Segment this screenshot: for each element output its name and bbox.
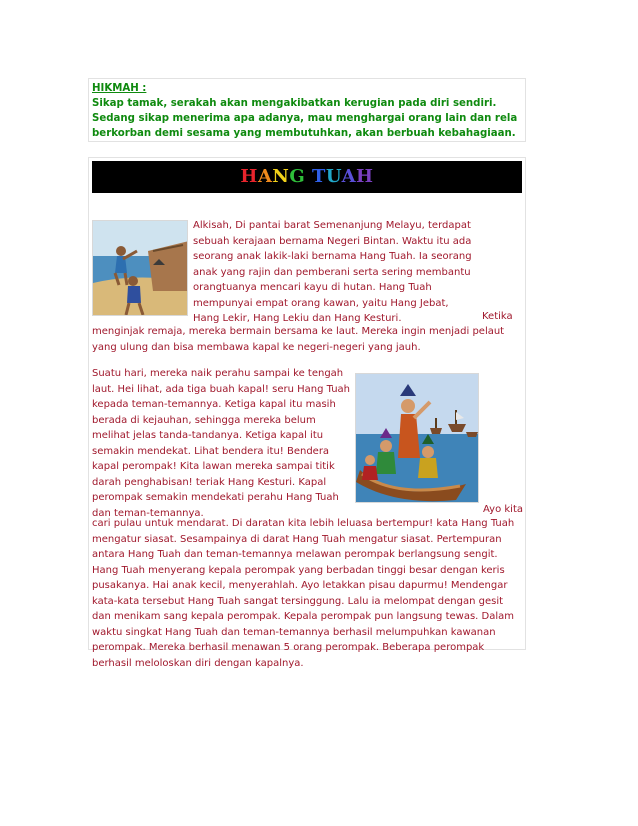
illustration-beach	[92, 220, 188, 316]
story-title-letter: A	[341, 166, 357, 187]
paragraph-2: Suatu hari, mereka naik perahu sampai ke tengah laut. Hei lihat, ada tiga buah kapal! seru Hang Tuah kepada teman-temannya. Ketiga kapal itu masih berada di kejauhan, sehingga mereka belum melihat jelas tanda-tandanya. Ketiga kapal itu semakin mendekat. Lihat bendera itu! Bendera kapal perompak! Kita lawan mereka sampai titik darah penghabisan! teriak Hang Kesturi. Kapal perompak semakin mendekati perahu Hang Tuah dan teman-temannya.	[92, 368, 350, 519]
illustration-boat-image	[356, 374, 479, 503]
story-title	[240, 166, 373, 187]
story-title-letter: H	[356, 166, 374, 187]
story-title-letter: G	[289, 166, 306, 187]
hikmah-text: Sikap tamak, serakah akan mengakibatkan kerugian pada diri sendiri. Sedang sikap menerima apa adanya, mau menghargai orang lain dan rela berkorban demi sesama yang membutuhkan, akan berbuah kebahagiaan.	[92, 98, 518, 139]
story-title-letter: A	[257, 166, 273, 187]
hikmah-title: HIKMAH :	[92, 83, 147, 94]
paragraph-2-continuation-word: Ayo kita	[483, 504, 523, 515]
story-title-letter: U	[325, 166, 342, 187]
story-section	[88, 157, 526, 669]
story-title-letter	[305, 166, 312, 187]
paragraph-2-continuation: cari pulau untuk mendarat. Di daratan kita lebih leluasa bertempur! kata Hang Tuah mengatur siasat. Sesampainya di darat Hang Tuah mengatur siasat. Pertempuran antara Hang Tuah dan teman-temannya melawan perompak berlangsung sengit. Hang Tuah menyerang kepala perompak yang berbadan tinggi besar dengan keris pusakanya. Hai anak kecil, menyerahlah. Ayo letakkan pisau dapurmu! Mendengar kata-kata tersebut Hang Tuah sangat tersinggung. Lalu ia melompat dengan gesit dan menikam sang kepala perompak. Kepala perompak pun langsung tewas. Dalam waktu singkat Hang Tuah dan teman-temannya berhasil melumpuhkan kawanan perompak. Mereka berhasil menawan 5 orang perompak. Beberapa perompak berhasil meloloskan diri dengan kapalnya.	[92, 518, 515, 669]
paragraph-1: Alkisah, Di pantai barat Semenanjung Melayu, terdapat sebuah kerajaan bernama Negeri Bintan. Waktu itu ada seorang anak lakik-laki bernama Hang Tuah. Ia seorang anak yang rajin dan pemberani serta sering membantu orangtuanya mencari kayu di hutan. Hang Tuah mempunyai empat orang kawan, yaitu Hang Jebat, Hang Lekir, Hang Lekiu dan Hang Kesturi.	[193, 220, 472, 324]
paragraph-1-continuation: menginjak remaja, mereka bermain bersama ke laut. Mereka ingin menjadi pelaut yang ulung dan bisa membawa kapal ke negeri-negeri yang jauh.	[92, 326, 505, 353]
story-title-letter: N	[272, 166, 290, 187]
paragraph-1-continuation-word: Ketika	[482, 311, 513, 322]
story-title-letter: T	[312, 166, 326, 187]
illustration-boat	[355, 373, 479, 503]
story-title-bar	[92, 161, 522, 193]
illustration-beach-image	[93, 221, 188, 316]
hikmah-box	[88, 78, 526, 142]
story-title-letter: H	[240, 166, 258, 187]
